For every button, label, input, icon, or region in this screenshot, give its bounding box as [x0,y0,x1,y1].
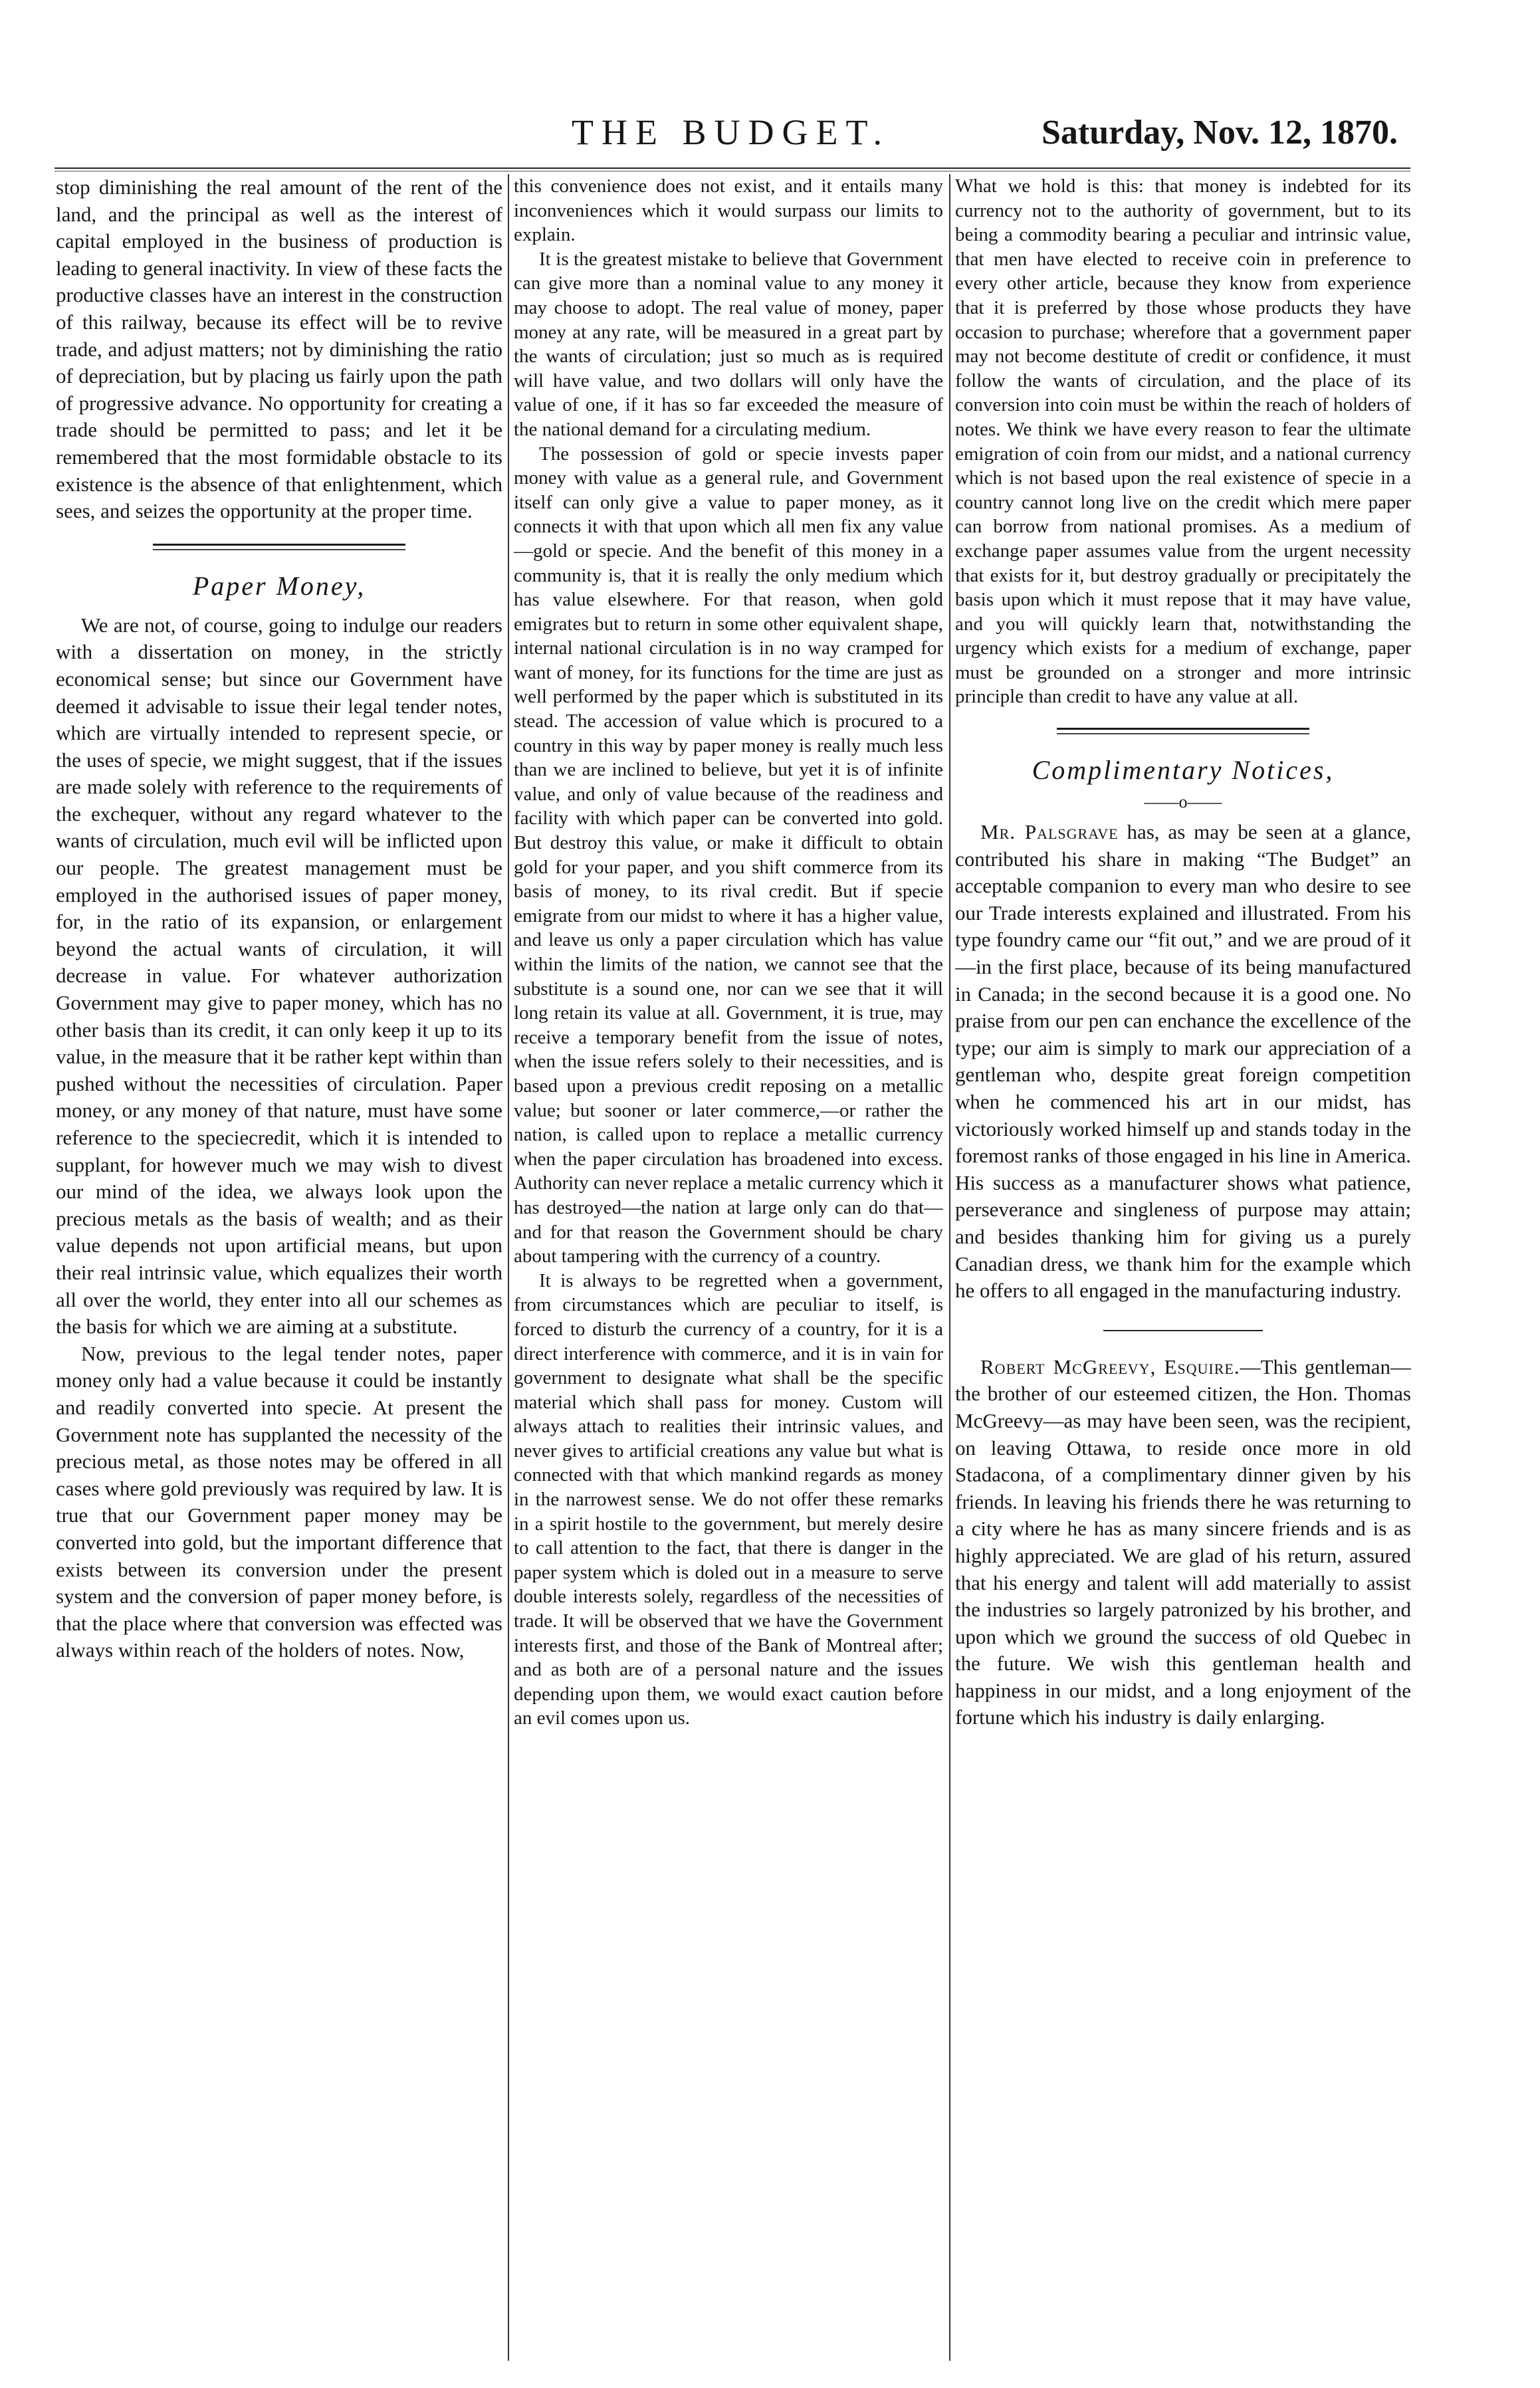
railway-article-continuation: stop diminishing the real amount of the rent of the land, and the principal as well as the interest of capital employed in the business of production is leading to general inactivity. In view of these facts the productive classes have an interest in the construction of this railway, because its effect will be to revive trade, and adjust matters; not by diminishing the ratio of depreciation, but by placing us fairly upon the path of progressive advance. No opportunity for creating a trade should be permitted to pass; and let it be remembered that the most formidable obstacle to its existence is the absence of that enlightenment, which sees, and seizes the opportunity at the proper time. [56,175,502,523]
notice-mcgreevy [955,1354,1411,1731]
paper-money-paragraph: Now, previous to the legal tender notes, paper money only had a value because it could be instantly and readily converted into specie. At present the Government note has supplanted the necessity of the precious metal, as those notes may be offered in all cases where gold previously was required by law. It is true that our Government paper money may be converted into gold, but the important difference that exists between its conversion under the present system and the conversion of paper money before, is that the place where that conversion was effected was always within reach of the holders of notes. Now, [56,1341,502,1662]
notice-body: —This gentleman—the brother of our esteemed citizen, the Hon. Thomas McGreevy—as may have been seen, was the recipient, on leaving Ottawa, to reside once more in old Stadacona, of a complimentary dinner given by his friends. In leaving his friends there he was returning to a city where he has as many sincere friends and is as highly appreciated. We are glad of his return, assured that his energy and talent will add materially to assist the industries so largely patronized by his brother, and upon which we ground the success of old Quebec in the future. We wish this gentleman health and happiness in our midst, and a long enjoyment of the fortune which his industry is daily enlarging. [955,1355,1411,1729]
notices-section [955,819,1411,1731]
paper-money-paragraph: We are not, of course, going to indulge our readers with a dissertation on money, in the strictly economical sense; but since our Government have deemed it advisable to issue their legal tender notes, which are virtually intended to represent specie, or the uses of specie, we might suggest, that if the issues are made solely with reference to the requirements of the exchequer, without any regard whatever to the wants of circulation, much evil will be inflicted upon our people. The greatest management must be employed in the authorised issues of paper money, for, in the ratio of its expansion, or enlargement beyond the actual wants of circulation, it will decrease in value. For whatever authorization Government may give to paper money, which has no other basis than its credit, it can only keep it up to its value, in the measure that it be rather kept within than pushed without the necessities of circulation. Paper money, or any money of that nature, must have some reference to the speciecredit, which it is intended to supplant, for however much we may wish to divest our mind of the idea, we always look upon the precious metals as the basis of wealth; and as their value depends not upon artificial means, but upon their real intrinsic value, which equalizes their worth all over the world, they enter into all our schemes as the basis for which we are aiming at a substitute. [56,613,502,1339]
header-rule [55,167,1410,169]
paper-money-conclusion [955,174,1411,709]
column-divider [508,174,509,2361]
section-divider [153,544,405,550]
paper-money-heading: Paper Money, [192,570,366,601]
ornament-divider: ——o—— [1144,792,1222,812]
notice-lead: Mr. Palsgrave [980,820,1119,844]
column-2 [514,174,943,2361]
issue-date: Saturday, Nov. 12, 1870. [1042,114,1398,152]
notice-divider [1103,1330,1263,1331]
paper-money-paragraph: It is the greatest mistake to believe that Government can give more than a nominal value to any money it may choose to adopt. The real value of money, paper money at any rate, will be measured in a great part by the wants of circulation; just so much as is required will have value, and two dollars will only have the value of one, if it has so far exceeded the measure of the national demand for a circulating medium. [514,248,943,440]
notice-palsgrave [955,819,1411,1305]
column-1 [56,174,502,2361]
paper-money-paragraph: The possession of gold or specie invests paper money with value as a general rule, and Government itself can only give a value to paper money, as it connects it with that upon which all men fix any value —gold or specie. And the benefit of this money in a community is, that it is really the only medium which has value elsewhere. For that reason, when gold emigrates but to return in some other equivalent shape, internal national circulation is in no way cramped for want of money, for its functions for the time are just as well performed by the paper which is substituted in its stead. The accession of value which is procured to a country in this way by paper money is really much less than we are inclined to believe, but yet it is of infinite value, and only of value because of the readiness and facility with which paper can be converted into gold. But destroy this value, or make it difficult to obtain gold for your paper, and you shift commerce from its basis of money, to its rival credit. But if specie emigrate from our midst to where it has a higher value, and leave us only a paper circulation which has value within the limits of the nation, we cannot see that the substitute is a sound one, nor can we see that it will long retain its value at all. Government, it is true, may receive a temporary benefit from the issue of notes, when the issue refers solely to their necessities, and is based upon a previous credit reposing on a metallic value; but sooner or later commerce,—or rather the nation, is called upon to replace a metallic currency when the paper circulation has broadened into excess. Authority can never replace a metalic currency which it has destroyed—the nation at large only can do that—and for that reason the Government should be chary about tampering with the currency of a country. [514,443,943,1267]
paper-money-paragraph: this convenience does not exist, and it entails many inconveniences which it would surpass our limits to explain. [514,175,943,246]
notice-lead: Robert McGreevy, Esquire. [980,1355,1240,1378]
newspaper-title: THE BUDGET. [572,112,890,152]
masthead [0,0,1540,166]
complimentary-notices-heading: Complimentary Notices, [1032,755,1335,786]
paper-money-paragraph: It is always to be regretted when a government, from circumstances which are peculiar to itself, is forced to disturb the currency of a country, for it is a direct interference with commerce, and it is in vain for government to designate what shall be the specific material which shall pass for money. Custom will always attach to realities their intrinsic values, and never gives to artificial creations any value but what is connected with that which mankind regards as money in the narrowest sense. We do not offer these remarks in a spirit hostile to the government, but merely desire to call attention to the fact, that there is danger in the paper system which is doled out in a measure to serve double interests solely, regardless of the necessities of trade. It will be observed that we have the Government interests first, and those of the Bank of Montreal after; and as both are of a personal nature and the issues depending upon them, we would exact caution before an evil comes upon us. [514,1269,943,1729]
column-3 [955,174,1411,2361]
section-divider [1057,728,1309,734]
column-divider [949,174,950,2361]
notice-body: has, as may be seen at a glance, contributed his share in making “The Budget” an acceptable companion to every man who desire to see our Trade interests explained and illustrated. From his type foundry came our “fit out,” and we are proud of it—in the first place, because of its being manufactured in Canada; in the second because it is a good one. No praise from our pen can enchance the excellence of the type; our aim is simply to mark our appreciation of a gentleman who, despite great foreign competition when he commenced his art in our midst, has victoriously worked himself up and stands today in the foremost ranks of those engaged in his line in America. His success as a manufacturer shows what patience, perseverance and singleness of purpose may attain; and besides thanking him for giving us a purely Canadian dress, we thank him for the example which he offers to all engaged in the manufacturing industry. [955,820,1411,1303]
paper-money-paragraph: What we hold is this: that money is indebted for its currency not to the authority of government, but to its being a commodity bearing a peculiar and intrinsic value, that men have elected to receive coin in preference to every other article, because they know from experience that it is preferred by those whose products they have occasion to purchase; wherefore that a government paper may not become destitute of credit or confidence, it must follow the wants of circulation, and the place of its conversion into coin must be within the reach of holders of notes. We think we have every reason to fear the ultimate emigration of coin from our midst, and a national currency which is not based upon the real existence of specie in a country cannot long live on the credit which mere paper can borrow from national promises. As a medium of exchange paper assumes value from the urgent necessity that exists for it, but destroy gradually or precipitately the basis upon which it must repose that it may have value, and you will quickly learn that, notwithstanding the urgency which exists for a medium of exchange, paper must be grounded on a stronger and more intrinsic principle than credit to have any value at all. [955,175,1411,708]
